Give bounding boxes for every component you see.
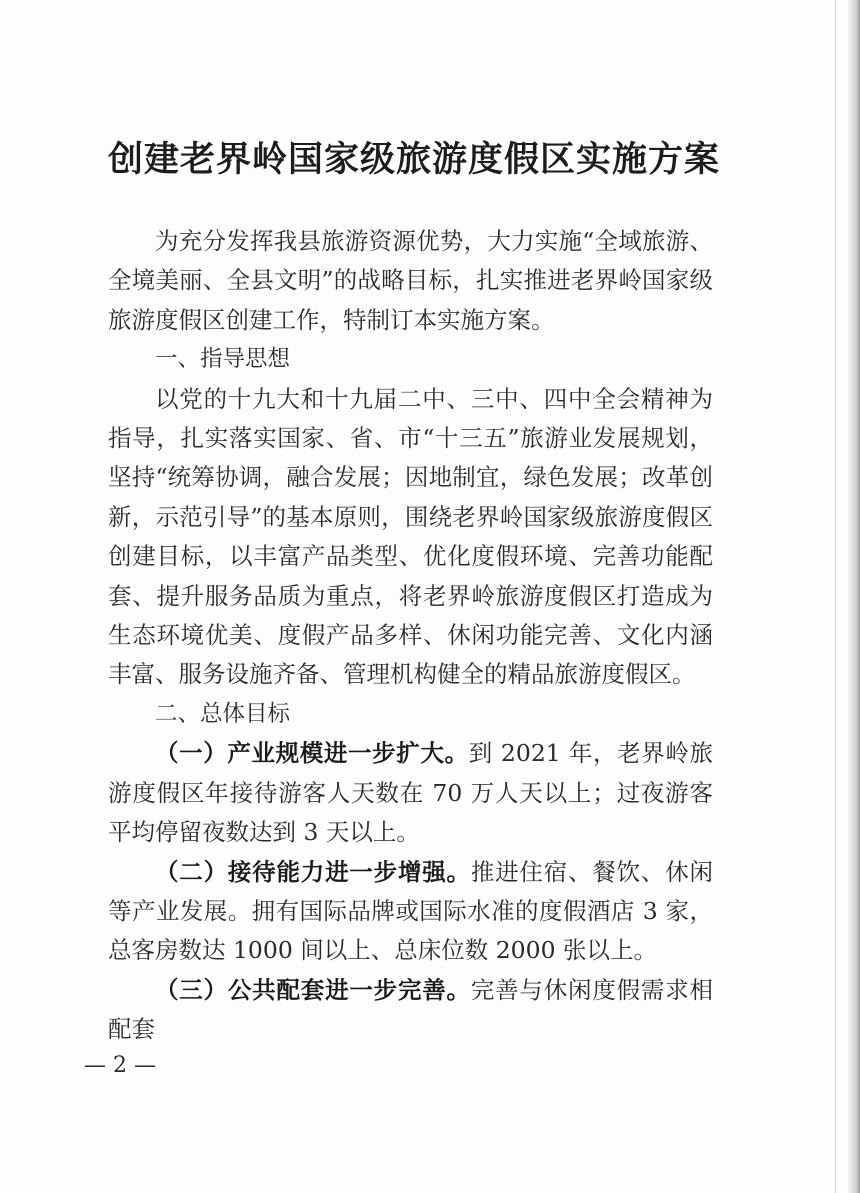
goal-2-text: 推进住宿、餐饮、休闲等产业发展。拥有国际品牌或国际水准的度假酒店 3 家，总客房数达 1000 间以上、总床位数 2000 张以上。: [108, 857, 714, 965]
goal-1-text: 到 2021 年，老界岭旅游度假区年接待游客人天数在 70 万人天以上；过夜游客平均停留夜数达到 3 天以上。: [108, 739, 713, 847]
goal-paragraph-3: [108, 971, 713, 1050]
goal-1-lead: （一）产业规模进一步扩大。: [155, 739, 469, 768]
goal-paragraph-2: [108, 853, 713, 971]
goal-2-lead: （二）接待能力进一步增强。: [155, 857, 471, 886]
goal-3-lead: （三）公共配套进一步完善。: [155, 975, 471, 1004]
page-fold-line: [835, 0, 836, 1193]
goal-paragraph-1: [108, 734, 713, 852]
guiding-ideology-paragraph: 以党的十九大和十九届二中、三中、四中全会精神为指导，扎实落实国家、省、市“十三五”旅游业发展规划，坚持“统筹协调，融合发展；因地制宜，绿色发展；改革创新，示范引导”的基本原则，围绕老界岭国家级旅游度假区创建目标，以丰富产品类型、优化度假环境、完善功能配套、提升服务品质为重点，将老界岭旅游度假区打造成为生态环境优美、度假产品多样、休闲功能完善、文化内涵丰富、服务设施齐备、管理机构健全的精品旅游度假区。: [108, 384, 713, 689]
page-number: — 2 —: [84, 1053, 156, 1078]
document-body: [108, 222, 713, 1050]
section-heading-overall-goals: 二、总体目标: [155, 700, 291, 727]
intro-paragraph: 为充分发挥我县旅游资源优势，大力实施“全域旅游、全境美丽、全县文明”的战略目标，扎实推进老界岭国家级旅游度假区创建工作，特制订本实施方案。: [108, 227, 713, 334]
section-heading-guiding-ideology: 一、指导思想: [155, 346, 291, 373]
page-edge-shadow: [848, 0, 860, 1193]
goal-3-text: 完善与休闲度假需求相配套: [108, 975, 714, 1044]
document-title: 创建老界岭国家级旅游度假区实施方案: [107, 139, 720, 180]
